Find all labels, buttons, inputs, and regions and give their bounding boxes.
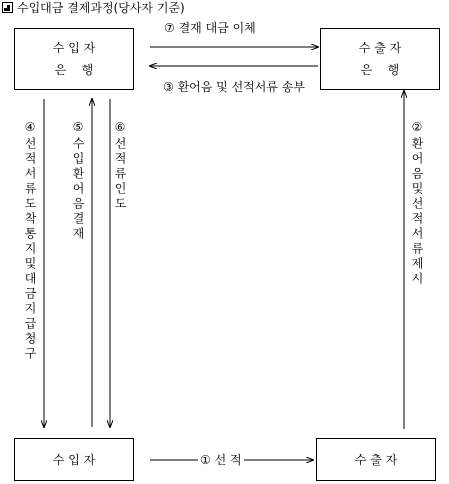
diagram-title-text: 수입대금 결제과정(당사자 기준) [17, 1, 185, 15]
step1-label: ① 선 적 [200, 453, 242, 467]
importer-bank-line1: 수 입 자 [52, 41, 96, 55]
exporter-bank-line1: 수 출 자 [358, 41, 402, 55]
exporter-bank-box [320, 28, 440, 90]
step5-label: ⑤수입환어음결재 [71, 120, 85, 242]
importer-label: 수 입 자 [52, 452, 96, 467]
importer-bank-box [14, 28, 134, 90]
exporter-bank-line2: 은 행 [360, 63, 400, 77]
step7-label: ⑦ 결재 대금 이체 [164, 21, 256, 35]
step2-label: ②환어음및선적서류제시 [410, 120, 424, 287]
step6-label: ⑥선적류인도 [113, 120, 127, 212]
exporter-box [316, 438, 436, 481]
step3-label: ③ 환어음 및 선적서류 송부 [163, 80, 305, 94]
importer-box [14, 438, 134, 481]
step4-label: ④선적서류도착통지및대금지급청구 [23, 120, 37, 362]
importer-bank-line2: 은 행 [54, 63, 94, 77]
exporter-label: 수 출 자 [354, 452, 398, 467]
